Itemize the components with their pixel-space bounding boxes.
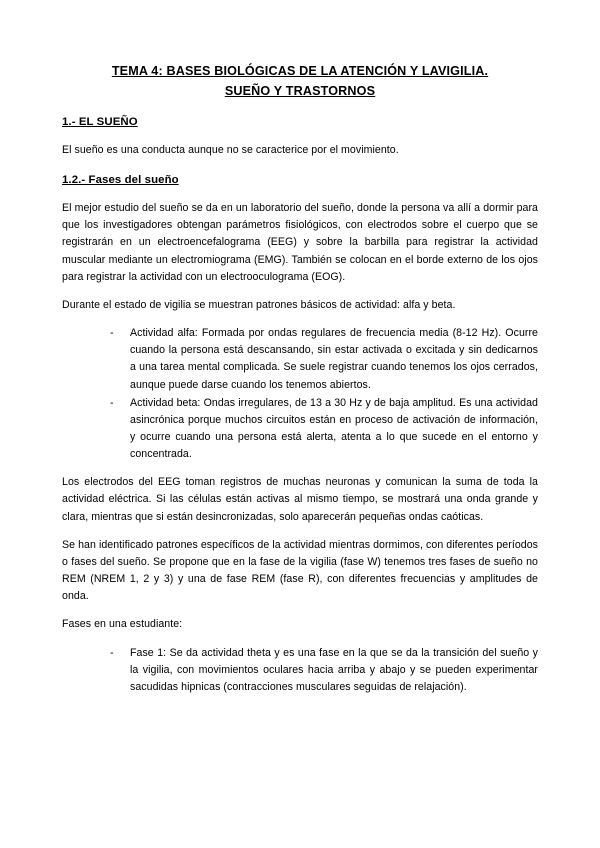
paragraph-fases-estudiante: Fases en una estudiante: [62, 618, 183, 631]
paragraph-electrodos-eeg: Los electrodos del EEG toman registros de muchas neuronas y comunican la suma de toda la actividad eléctrica. Si las células están activas al mismo tiempo, se mostrará una onda grande y clara, mientras que si están desincronizadas, solo aparecerán pequeñas ondas caóticas. [62, 476, 538, 523]
page-title-line-2: SUEÑO Y TRASTORNOS [224, 83, 376, 98]
paragraph-vigilia-patrones: Durante el estado de vigilia se muestran patrones básicos de actividad: alfa y beta. [62, 298, 456, 311]
page-title [62, 62, 538, 101]
page-title-line-1: TEMA 4: BASES BIOLÓGICAS DE LA ATENCIÓN Y LAVIGILIA. [111, 64, 489, 78]
list-actividad-ondas [62, 325, 538, 463]
heading-seccion-1-2: 1.2.- Fases del sueño [62, 174, 179, 187]
paragraph-fases-sueno-rem: Se han identificado patrones específicos de la actividad mientras dormimos, con diferentes períodos o fases del sueño. Se propone que en la fase de la vigilia (fase W) tenemos tres fases de sueño no REM (NREM 1, 2 y 3) y una de fase REM (fase R), con diferentes frecuencias y amplitudes de onda. [62, 538, 538, 603]
paragraph-laboratorio-sueno: El mejor estudio del sueño se da en un laboratorio del sueño, donde la persona va allí a dormir para que los investigadores obtengan parámetros fisiológicos, con electrodos sobre el cuerpo que se registrarán en un electroencefalograma (EEG) y sobre la barbilla para registrar la actividad muscular mediante un electromiograma (EMG). También se colocan en el borde externo de los ojos para registrar la actividad con un electrooculograma (EOG). [62, 202, 538, 283]
list-fases-estudiante [62, 645, 538, 696]
list-item: - Actividad alfa: Formada por ondas regulares de frecuencia media (8-12 Hz). Ocurre cuando la persona está descansando, sin estar activada o excitada y sin dedicarnos a una tarea mental complicada. Se suele registrar cuando tenemos los ojos cerrados, aunque puede darse cuando los tenemos abiertos. [110, 325, 538, 394]
heading-seccion-1: 1.- EL SUEÑO [62, 116, 138, 129]
list-item: - Actividad beta: Ondas irregulares, de 13 a 30 Hz y de baja amplitud. Es una actividad asincrónica porque muchos circuitos están en proceso de activación de información, y ocurre cuando una persona está alerta, atenta a lo que sucede en el entorno y concentrada. [110, 395, 538, 464]
paragraph-intro-sueno: El sueño es una conducta aunque no se caracterice por el movimiento. [62, 144, 399, 156]
list-item: - Fase 1: Se da actividad theta y es una fase en la que se da la transición del sueño y la vigilia, con movimientos oculares hacia arriba y abajo y se pueden experimentar sacudidas hipnicas (contracciones musculares seguidas de relajación). [110, 645, 538, 696]
